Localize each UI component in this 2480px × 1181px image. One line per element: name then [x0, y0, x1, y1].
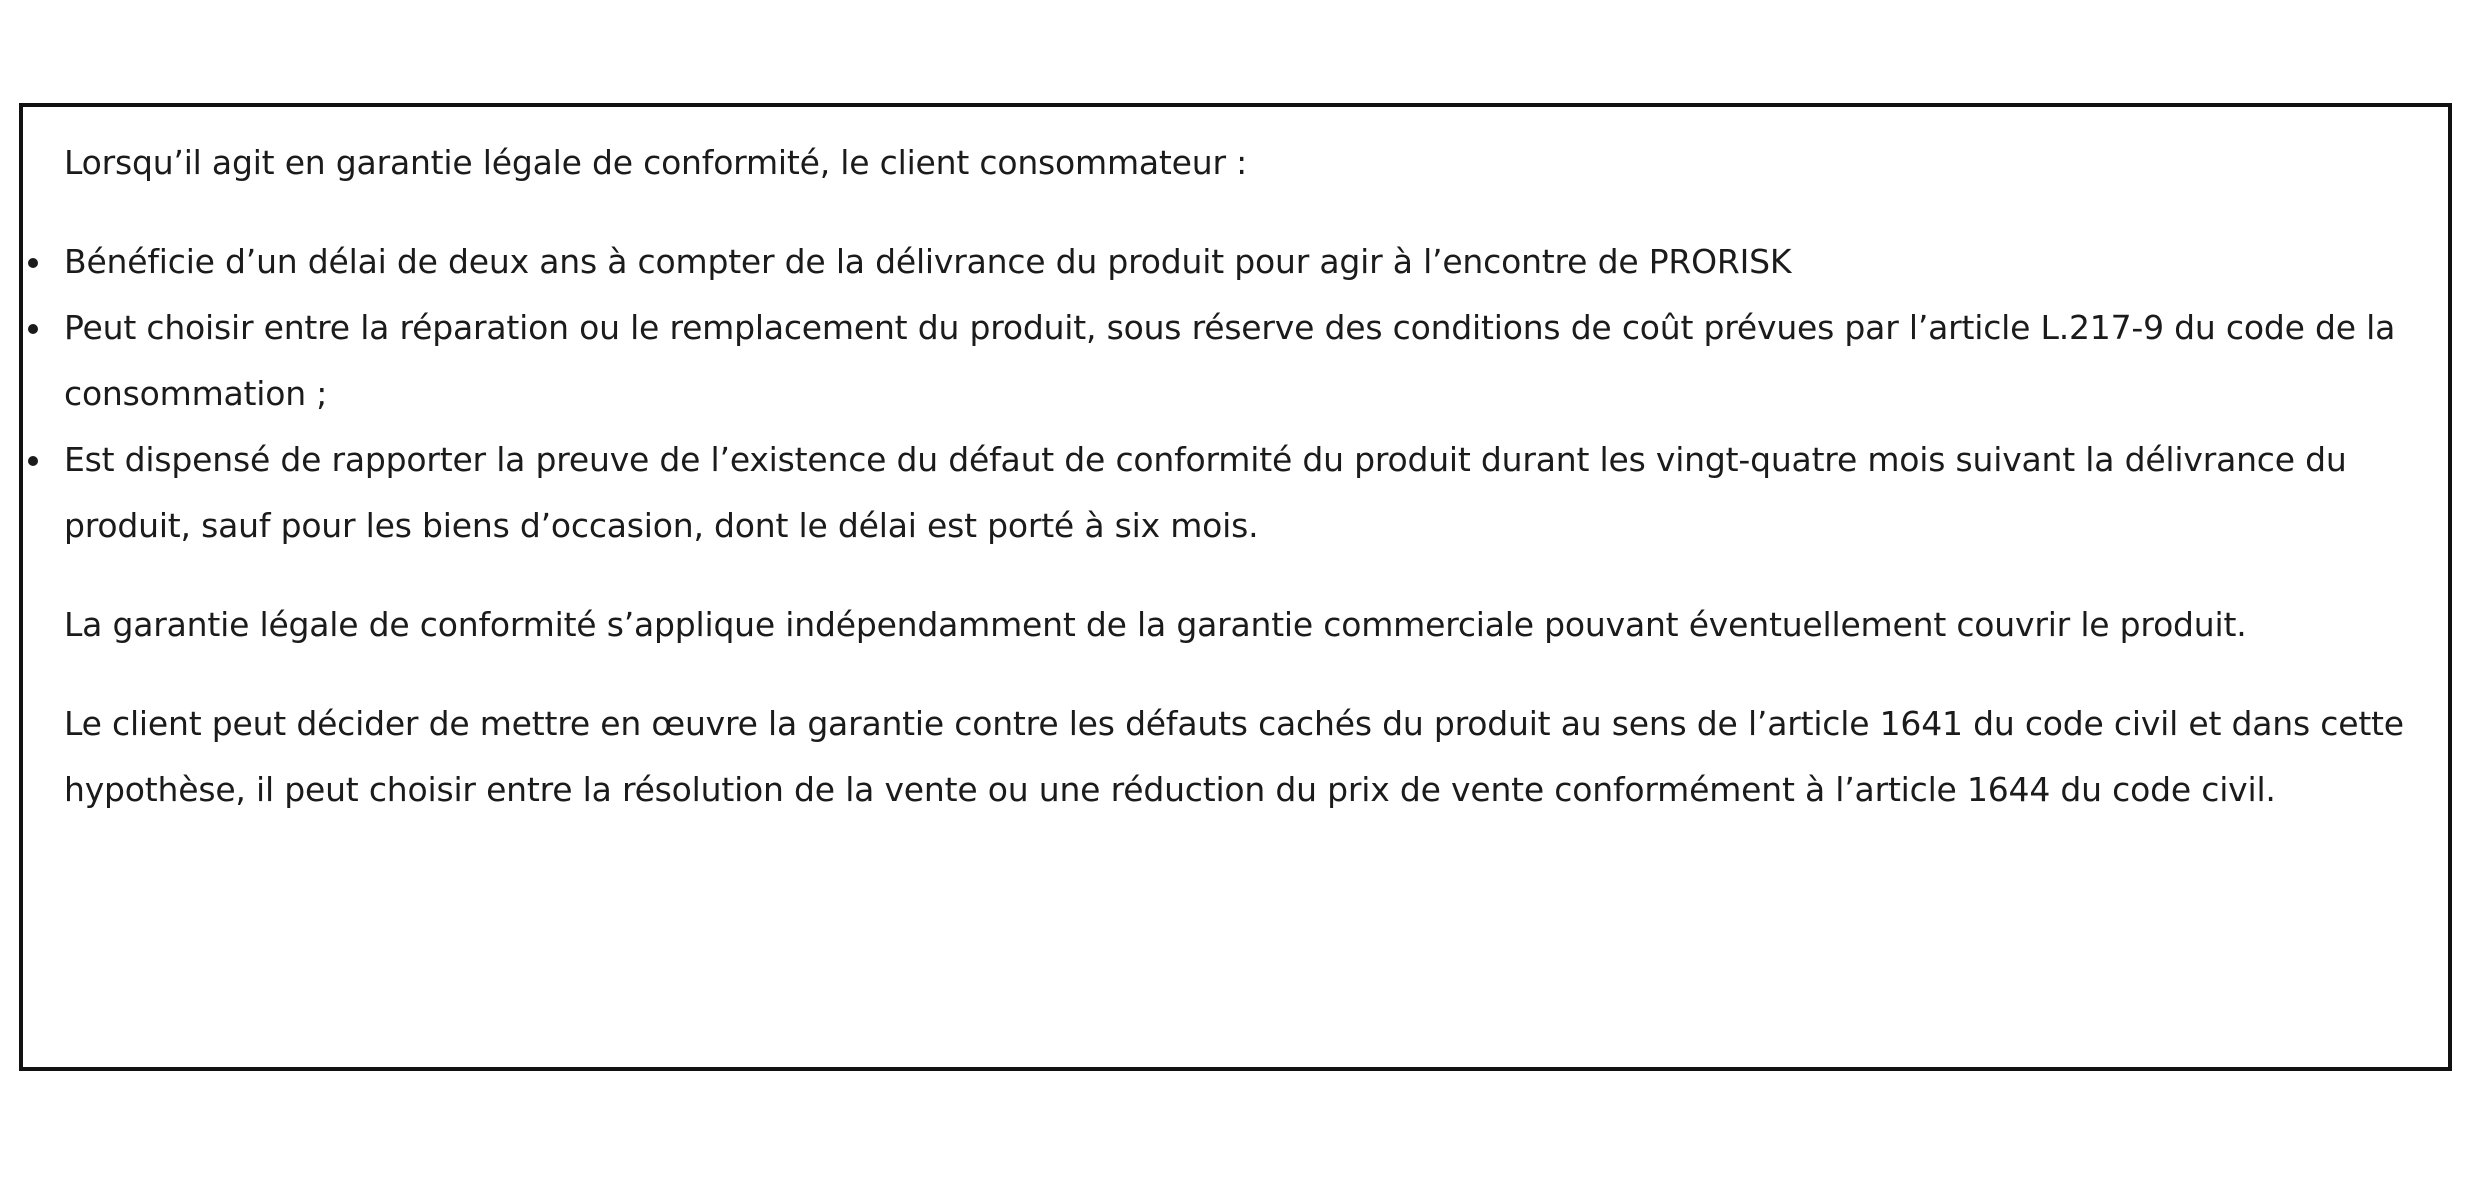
bullet-icon	[28, 456, 38, 466]
independence-paragraph: La garantie légale de conformité s’applique indépendamment de la garantie commerciale pouvant éventuellement couvrir le produit.	[64, 605, 2247, 644]
bullet-icon	[28, 324, 38, 334]
list-item-text: Peut choisir entre la réparation ou le remplacement du produit, sous réserve des conditions de coût prévues par l’article L.217-9 du code de la consommation ;	[64, 308, 2396, 413]
intro-paragraph: Lorsqu’il agit en garantie légale de conformité, le client consommateur :	[64, 143, 1248, 182]
bullet-icon	[28, 258, 38, 268]
legal-text-block	[64, 130, 2444, 856]
list-item	[64, 427, 2444, 559]
list-item-text: Est dispensé de rapporter la preuve de l’existence du défaut de conformité du produit durant les vingt-quatre mois suivant la délivrance du produit, sauf pour les biens d’occasion, dont le délai est porté à six mois.	[64, 440, 2347, 545]
conditions-list	[64, 229, 2444, 559]
list-item	[64, 295, 2444, 427]
list-item	[64, 229, 2444, 295]
list-item-text: Bénéficie d’un délai de deux ans à compter de la délivrance du produit pour agir à l’encontre de PRORISK	[64, 242, 1792, 281]
hidden-defects-paragraph: Le client peut décider de mettre en œuvre la garantie contre les défauts cachés du produit au sens de l’article 1641 du code civil et dans cette hypothèse, il peut choisir entre la résolution de la vente ou une réduction du prix de vente conformément à l’article 1644 du code civil.	[64, 704, 2404, 809]
